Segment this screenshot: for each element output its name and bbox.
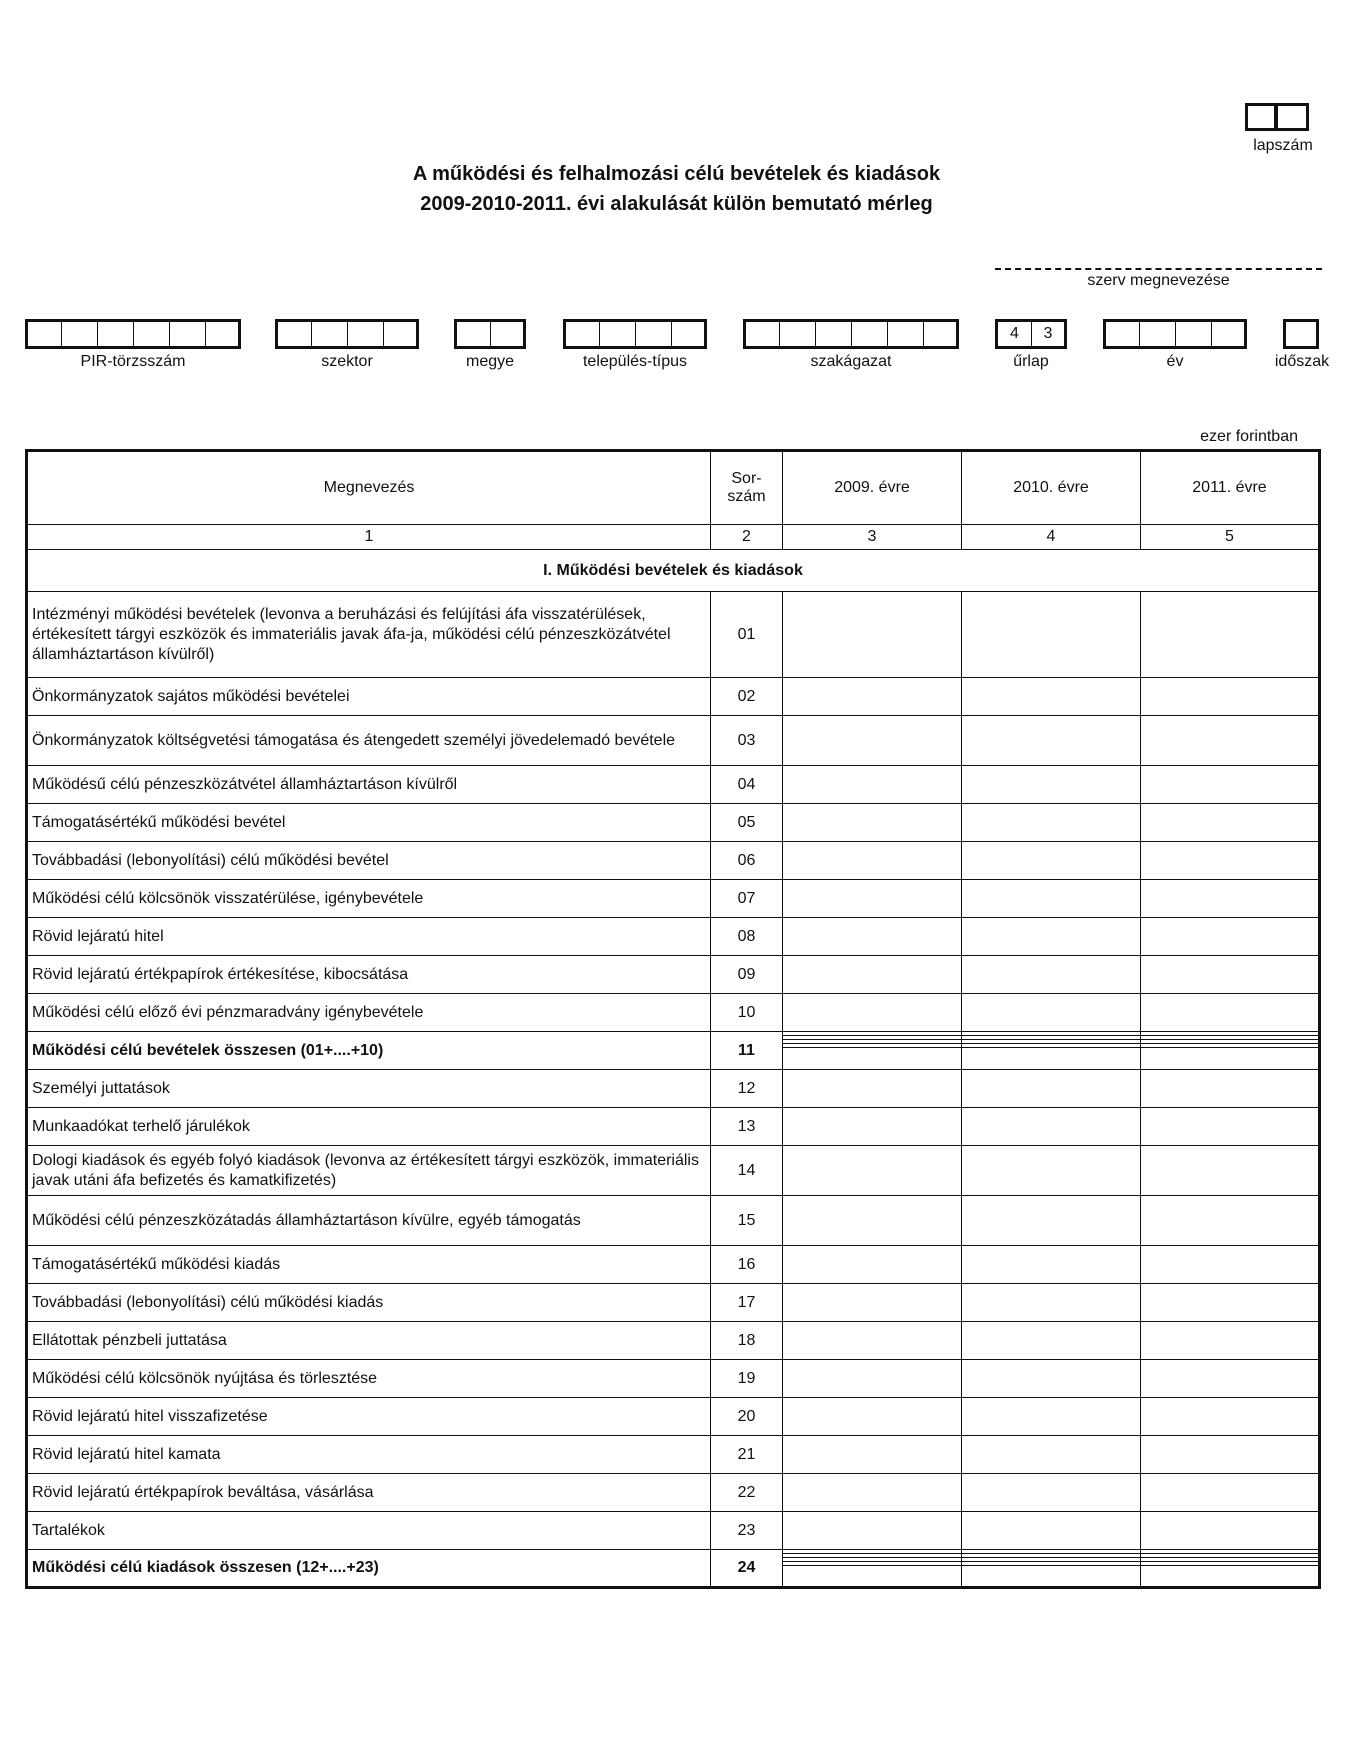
urlap-label: űrlap xyxy=(1013,353,1049,370)
value-cell-2010[interactable] xyxy=(962,1398,1141,1436)
value-cell-2010[interactable] xyxy=(962,1436,1141,1474)
row-number: 02 xyxy=(711,678,783,716)
column-number: 4 xyxy=(962,525,1141,550)
value-cell-2010[interactable] xyxy=(962,1474,1141,1512)
row-name: Rövid lejáratú értékpapírok értékesítése, kibocsátása xyxy=(27,956,711,994)
row-name: Működési célú kölcsönök visszatérülése, igénybevétele xyxy=(27,880,711,918)
value-cell-2011[interactable] xyxy=(1141,1474,1320,1512)
value-cell-2010[interactable] xyxy=(962,716,1141,766)
row-name: Működési célú pénzeszközátadás államháztartáson kívülre, egyéb támogatás xyxy=(27,1196,711,1246)
table-row xyxy=(27,716,1320,766)
szakagazat-field[interactable] xyxy=(743,319,959,349)
row-number: 06 xyxy=(711,842,783,880)
row-number: 20 xyxy=(711,1398,783,1436)
value-cell-2009[interactable] xyxy=(783,1108,962,1146)
row-name: Rövid lejáratú hitel xyxy=(27,918,711,956)
row-number: 14 xyxy=(711,1146,783,1196)
megye-field[interactable] xyxy=(454,319,526,349)
lapszam-cell[interactable] xyxy=(1277,103,1309,131)
value-cell-2009[interactable] xyxy=(783,1196,962,1246)
row-name: Munkaadókat terhelő járulékok xyxy=(27,1108,711,1146)
row-name: Tartalékok xyxy=(27,1512,711,1550)
value-cell-2009[interactable] xyxy=(783,716,962,766)
header-row xyxy=(27,451,1320,525)
value-cell-2011[interactable] xyxy=(1141,804,1320,842)
row-name: Rövid lejáratú hitel kamata xyxy=(27,1436,711,1474)
value-cell-2010 xyxy=(962,1550,1141,1588)
value-cell-2011[interactable] xyxy=(1141,1196,1320,1246)
table-row xyxy=(27,1474,1320,1512)
column-number-row xyxy=(27,525,1320,550)
value-cell-2009 xyxy=(783,1550,962,1588)
value-cell-2011[interactable] xyxy=(1141,1070,1320,1108)
balance-table xyxy=(25,449,1321,1589)
value-cell-2010[interactable] xyxy=(962,880,1141,918)
row-number: 04 xyxy=(711,766,783,804)
value-cell-2011[interactable] xyxy=(1141,994,1320,1032)
row-name: Működési célú kölcsönök nyújtása és törlesztése xyxy=(27,1360,711,1398)
row-name: Rövid lejáratú hitel visszafizetése xyxy=(27,1398,711,1436)
table-row xyxy=(27,1196,1320,1246)
value-cell-2009[interactable] xyxy=(783,592,962,678)
value-cell-2010[interactable] xyxy=(962,1070,1141,1108)
value-cell-2010[interactable] xyxy=(962,956,1141,994)
table-row xyxy=(27,956,1320,994)
row-number: 08 xyxy=(711,918,783,956)
value-cell-2010[interactable] xyxy=(962,842,1141,880)
value-cell-2009[interactable] xyxy=(783,1246,962,1284)
section-title: I. Működési bevételek és kiadások xyxy=(27,550,1320,592)
value-cell-2009[interactable] xyxy=(783,880,962,918)
szakagazat-label: szakágazat xyxy=(810,353,892,370)
table-row xyxy=(27,1398,1320,1436)
row-number: 11 xyxy=(711,1032,783,1070)
value-cell-2010 xyxy=(962,1032,1141,1070)
value-cell-2009[interactable] xyxy=(783,994,962,1032)
table-row xyxy=(27,1032,1320,1070)
value-cell-2010[interactable] xyxy=(962,766,1141,804)
value-cell-2010[interactable] xyxy=(962,1108,1141,1146)
column-number: 5 xyxy=(1141,525,1320,550)
table-row xyxy=(27,592,1320,678)
row-name: Önkormányzatok költségvetési támogatása és átengedett személyi jövedelemadó bevétele xyxy=(27,716,711,766)
row-number: 18 xyxy=(711,1322,783,1360)
value-cell-2009[interactable] xyxy=(783,956,962,994)
form-subtitle: 2009-2010-2011. évi alakulását külön bemutató mérleg xyxy=(420,193,933,215)
value-cell-2011[interactable] xyxy=(1141,1322,1320,1360)
table-row xyxy=(27,1070,1320,1108)
value-cell-2010[interactable] xyxy=(962,678,1141,716)
value-cell-2011 xyxy=(1141,1032,1320,1070)
value-cell-2011[interactable] xyxy=(1141,1284,1320,1322)
szerv-label: szerv megnevezése xyxy=(1087,272,1230,289)
value-cell-2011[interactable] xyxy=(1141,918,1320,956)
value-cell-2009[interactable] xyxy=(783,918,962,956)
unit-label: ezer forintban xyxy=(1200,428,1298,445)
row-name: Dologi kiadások és egyéb folyó kiadások (levonva az értékesített tárgyi eszközök, immateriális javak utáni áfa befizetés és kamatkifizetés) xyxy=(27,1146,711,1196)
lapszam-cell[interactable] xyxy=(1245,103,1277,131)
value-cell-2009[interactable] xyxy=(783,1360,962,1398)
row-name: Működési célú kiadások összesen (12+....+23) xyxy=(27,1550,711,1588)
row-number: 23 xyxy=(711,1512,783,1550)
value-cell-2011[interactable] xyxy=(1141,1360,1320,1398)
szektor-label: szektor xyxy=(321,353,373,370)
row-number: 17 xyxy=(711,1284,783,1322)
value-cell-2009[interactable] xyxy=(783,1474,962,1512)
row-number: 15 xyxy=(711,1196,783,1246)
row-number: 10 xyxy=(711,994,783,1032)
value-cell-2011[interactable] xyxy=(1141,1398,1320,1436)
ev-field[interactable] xyxy=(1103,319,1247,349)
table-row xyxy=(27,1246,1320,1284)
value-cell-2010[interactable] xyxy=(962,1246,1141,1284)
value-cell-2011[interactable] xyxy=(1141,1512,1320,1550)
value-cell-2011[interactable] xyxy=(1141,1436,1320,1474)
row-number: 24 xyxy=(711,1550,783,1588)
value-cell-2011[interactable] xyxy=(1141,842,1320,880)
value-cell-2010[interactable] xyxy=(962,1360,1141,1398)
row-number: 05 xyxy=(711,804,783,842)
table-row xyxy=(27,804,1320,842)
row-number: 13 xyxy=(711,1108,783,1146)
value-cell-2009[interactable] xyxy=(783,1398,962,1436)
value-cell-2011[interactable] xyxy=(1141,716,1320,766)
header-nr-line2: szám xyxy=(727,488,766,505)
idoszak-field[interactable] xyxy=(1283,319,1319,349)
row-number: 16 xyxy=(711,1246,783,1284)
urlap-field xyxy=(995,319,1067,349)
row-number: 22 xyxy=(711,1474,783,1512)
row-name: Továbbadási (lebonyolítási) célú működési kiadás xyxy=(27,1284,711,1322)
value-cell-2009[interactable] xyxy=(783,1512,962,1550)
row-number: 21 xyxy=(711,1436,783,1474)
value-cell-2009[interactable] xyxy=(783,678,962,716)
value-cell-2011[interactable] xyxy=(1141,956,1320,994)
szektor-field[interactable] xyxy=(275,319,419,349)
header-2011: 2011. évre xyxy=(1141,451,1320,525)
value-cell-2010[interactable] xyxy=(962,1284,1141,1322)
table-row xyxy=(27,842,1320,880)
value-cell-2009[interactable] xyxy=(783,1436,962,1474)
row-number: 09 xyxy=(711,956,783,994)
value-cell-2009 xyxy=(783,1032,962,1070)
value-cell-2011[interactable] xyxy=(1141,592,1320,678)
value-cell-2009[interactable] xyxy=(783,1070,962,1108)
row-name: Személyi juttatások xyxy=(27,1070,711,1108)
idoszak-label: időszak xyxy=(1274,353,1330,370)
value-cell-2009[interactable] xyxy=(783,842,962,880)
header-nr xyxy=(711,451,783,525)
urlap-digit: 4 xyxy=(995,319,1031,349)
value-cell-2011[interactable] xyxy=(1141,1108,1320,1146)
table-row xyxy=(27,1360,1320,1398)
column-number: 2 xyxy=(711,525,783,550)
value-cell-2009[interactable] xyxy=(783,804,962,842)
value-cell-2011 xyxy=(1141,1550,1320,1588)
telepules-field[interactable] xyxy=(563,319,707,349)
pir-field[interactable] xyxy=(25,319,241,349)
header-2009: 2009. évre xyxy=(783,451,962,525)
table-row xyxy=(27,918,1320,956)
value-cell-2011[interactable] xyxy=(1141,880,1320,918)
header-2010: 2010. évre xyxy=(962,451,1141,525)
value-cell-2010[interactable] xyxy=(962,994,1141,1032)
table-row xyxy=(27,1436,1320,1474)
value-cell-2009[interactable] xyxy=(783,1284,962,1322)
row-number: 19 xyxy=(711,1360,783,1398)
form-title: A működési és felhalmozási célú bevételek és kiadások xyxy=(412,163,941,185)
value-cell-2010[interactable] xyxy=(962,804,1141,842)
megye-label: megye xyxy=(465,353,515,370)
table-row xyxy=(27,994,1320,1032)
value-cell-2011[interactable] xyxy=(1141,1246,1320,1284)
urlap-digit: 3 xyxy=(1031,319,1067,349)
header-name: Megnevezés xyxy=(27,451,711,525)
telepules-label: település-típus xyxy=(582,353,688,370)
row-name: Intézményi működési bevételek (levonva a beruházási és felújítási áfa visszatérülések, értékesített tárgyi eszközök és immateriális javak áfa-ja, működési célú pénzeszközátvétel államháztartáson kívülről) xyxy=(27,592,711,678)
value-cell-2009[interactable] xyxy=(783,1146,962,1196)
table-row xyxy=(27,880,1320,918)
value-cell-2011[interactable] xyxy=(1141,766,1320,804)
section-header-row xyxy=(27,550,1320,592)
table-row xyxy=(27,1284,1320,1322)
row-name: Önkormányzatok sajátos működési bevételei xyxy=(27,678,711,716)
row-name: Támogatásértékű működési bevétel xyxy=(27,804,711,842)
row-name: Támogatásértékű működési kiadás xyxy=(27,1246,711,1284)
value-cell-2010[interactable] xyxy=(962,1322,1141,1360)
value-cell-2010[interactable] xyxy=(962,1512,1141,1550)
row-number: 01 xyxy=(711,592,783,678)
lapszam-label: lapszám xyxy=(1253,137,1313,154)
ev-label: év xyxy=(1166,353,1184,370)
value-cell-2011[interactable] xyxy=(1141,1146,1320,1196)
row-name: Működési célú bevételek összesen (01+....+10) xyxy=(27,1032,711,1070)
value-cell-2010[interactable] xyxy=(962,592,1141,678)
lapszam-boxes[interactable] xyxy=(1245,103,1309,131)
row-name: Továbbadási (lebonyolítási) célú működési bevétel xyxy=(27,842,711,880)
value-cell-2009[interactable] xyxy=(783,1322,962,1360)
value-cell-2010[interactable] xyxy=(962,1146,1141,1196)
table-row xyxy=(27,1108,1320,1146)
table-row xyxy=(27,766,1320,804)
value-cell-2009[interactable] xyxy=(783,766,962,804)
table-row xyxy=(27,1550,1320,1588)
row-name: Ellátottak pénzbeli juttatása xyxy=(27,1322,711,1360)
value-cell-2010[interactable] xyxy=(962,1196,1141,1246)
row-number: 12 xyxy=(711,1070,783,1108)
pir-label: PIR-törzsszám xyxy=(80,353,186,370)
table-row xyxy=(27,1322,1320,1360)
row-number: 03 xyxy=(711,716,783,766)
row-name: Működési célú előző évi pénzmaradvány igénybevétele xyxy=(27,994,711,1032)
row-name: Működésű célú pénzeszközátvétel államháztartáson kívülről xyxy=(27,766,711,804)
value-cell-2010[interactable] xyxy=(962,918,1141,956)
header-nr-line1: Sor- xyxy=(731,470,762,487)
row-name: Rövid lejáratú értékpapírok beváltása, vásárlása xyxy=(27,1474,711,1512)
column-number: 3 xyxy=(783,525,962,550)
row-number: 07 xyxy=(711,880,783,918)
value-cell-2011[interactable] xyxy=(1141,678,1320,716)
szerv-name-field[interactable] xyxy=(995,268,1322,270)
column-number: 1 xyxy=(27,525,711,550)
table-row xyxy=(27,678,1320,716)
table-row xyxy=(27,1512,1320,1550)
table-row xyxy=(27,1146,1320,1196)
